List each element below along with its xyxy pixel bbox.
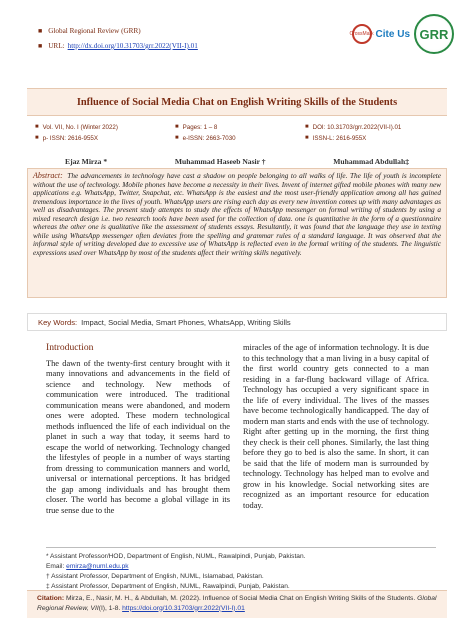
paper-title-bar — [27, 88, 447, 116]
author-2: Muhammad Haseeb Nasir † — [174, 157, 266, 166]
meta-col-1 — [35, 122, 118, 144]
footnote-1: * Assistant Professor/HOD, Department of English, NUML, Rawalpindi, Punjab, Pakistan. — [46, 553, 306, 560]
journal-name-row — [38, 24, 198, 39]
meta-doi — [305, 122, 401, 133]
paper-title: Influence of Social Media Chat on English Writing Skills of the Students — [76, 96, 398, 108]
url-label: URL: — [48, 42, 65, 50]
meta-p-issn — [35, 133, 118, 144]
introduction-paragraph-left: The dawn of the twenty-first century brought with it many innovations and advancements in the field of science and technology. New methods of communication were introduced. The traditional communication means were abandoned, and modern ones were adopted. These modern technological methods influenced the life of each individual on the planet in such a way that today, it seems hard to escape the world of networking. Technology changed the lifestyles of people in a number of ways starting from dressing to communication manners and world, universal or international perceptions. It has bridged the gap among individuals and has brought them closer. The world has become a global village in its true sense due to the — [46, 358, 230, 515]
crossmark-label: CrossMark — [349, 31, 374, 37]
journal-url-link[interactable]: http://dx.doi.org/10.31703/grr.2022(VII-I).01 — [67, 42, 198, 50]
meta-e-issn-text: e-ISSN: 2663-7030 — [182, 135, 236, 142]
bullet-icon: ■ — [38, 27, 43, 35]
meta-issn-l — [305, 133, 401, 144]
keywords-label: Key Words: — [38, 317, 78, 327]
journal-name: Global Regional Review (GRR) — [48, 27, 141, 35]
footnote-3: ‡ Assistant Professor, Department of English, NUML, Rawalpindi, Punjab, Pakistan. — [46, 583, 290, 590]
bullet-icon: ■ — [175, 124, 179, 130]
meta-col-2 — [175, 122, 236, 144]
journal-url-row — [38, 39, 198, 54]
meta-e-issn — [175, 133, 236, 144]
grr-logo-text: GRR — [419, 26, 449, 42]
abstract-label: Abstract: — [33, 171, 63, 180]
logo-row — [349, 14, 454, 54]
grr-logo — [414, 14, 454, 54]
meta-issn-l-text: ISSN-L: 2616-955X — [312, 135, 367, 142]
abstract-text: The advancements in technology have cast a shadow on people belonging to all walks of life. The life of youth is incomplete without the use of technology. Mobile phones have become a necessity in their lives. Invent of internet gifted mobile phones with many new applications e.g. WhatsApp, Twitter, Snapchat, etc. WhatsApp is the easiest and the most user-friendly application among all has gained tremendous importance in the lives of youth. WhatsApp users are rising each day as every new invention comes up with many advantages as well as disadvantages. The present study attempts to study the effects of WhatsApp messenger on formal writing of students by using a mixed research design i.e. two research tools have been used for the collection of data. one is quantitative in the form of a questionnaire whereas the other one is qualitative like the assessment of students essays. Resultantly, it was found that the language they use in texting while using WhatsApp messenger often deviates from the spelling and grammar rules of a standard language. It was observed that the informal style of writing developed due to excessive use of WhatsApp is reflected even in the formal writing of the students. The linguistic expressions used over WhatsApp by most of the students affect their writing skills negatively. — [33, 172, 442, 257]
meta-pages — [175, 122, 236, 133]
author-1: Ejaz Mirza * — [65, 157, 108, 166]
author-email-link[interactable]: emirza@numl.edu.pk — [66, 563, 129, 570]
citation-text-b: (I), 1-8. — [98, 604, 121, 612]
footnote-email-row — [46, 562, 436, 572]
keywords-text: Impact, Social Media, Smart Phones, WhatsApp, Writing Skills — [81, 317, 291, 327]
citation-doi-link[interactable]: https://doi.org/10.31703/grr.2022(VII-I).01 — [122, 604, 245, 612]
citation-text-a: Mirza, E., Nasir, M. H., & Abdullah, M. (2022). Influence of Social Media Chat on English Writing Skills of the Students. — [65, 595, 416, 602]
citation-journal: Global Regional Review, VII — [37, 595, 437, 612]
crossmark-icon[interactable] — [349, 24, 374, 44]
keywords-box — [27, 313, 447, 331]
bullet-icon: ■ — [35, 135, 39, 141]
footnotes — [46, 547, 436, 592]
meta-vol — [35, 122, 118, 133]
citation-box — [27, 590, 447, 618]
introduction-heading: Introduction — [46, 342, 94, 353]
abstract-box — [27, 168, 447, 298]
bullet-icon: ■ — [35, 124, 39, 130]
meta-p-issn-text: p- ISSN: 2616-955X — [42, 135, 99, 142]
meta-doi-text: DOI: 10.31703/grr.2022(VII-I).01 — [312, 124, 402, 131]
bullet-icon: ■ — [305, 124, 309, 130]
bullet-icon: ■ — [305, 135, 309, 141]
meta-info — [27, 122, 447, 152]
bullet-icon: ■ — [175, 135, 179, 141]
meta-col-3 — [305, 122, 401, 144]
body-column-left — [46, 343, 230, 516]
bullet-icon: ■ — [38, 42, 43, 50]
body-column-right — [243, 343, 429, 511]
author-3: Muhammad Abdullah‡ — [333, 157, 409, 166]
meta-vol-text: Vol. VII, No. I (Winter 2022) — [42, 124, 118, 131]
email-label: Email: — [46, 563, 65, 570]
footnote-2: † Assistant Professor, Department of English, NUML, Islamabad, Pakistan. — [46, 573, 264, 580]
introduction-paragraph-right: miracles of the age of information technology. It is due to this technology that a man living in a busy capital of the first world country gets connected to a man residing in a far-flung backward village of Africa. Technology has occupied a very significant space in the life of every individual. The lives of the masses have become technologically handicapped. The day of modern man starts and ends with the use of technology. Right after getting up in the morning, the first thing they check is their cell phones. Similarly, the last thing before they go to bed is also the same. In short, it can be said that the life of modern man is surrounded by technology. Technology has helped man to evolve and grow in his knowledge. Social networking sites are recognized as an important resource for education today. — [243, 343, 429, 510]
meta-pages-text: Pages: 1 – 8 — [182, 124, 218, 131]
journal-header — [38, 24, 198, 54]
citation-label: Citation: — [37, 595, 65, 602]
cite-us-button[interactable]: Cite Us — [375, 28, 410, 40]
